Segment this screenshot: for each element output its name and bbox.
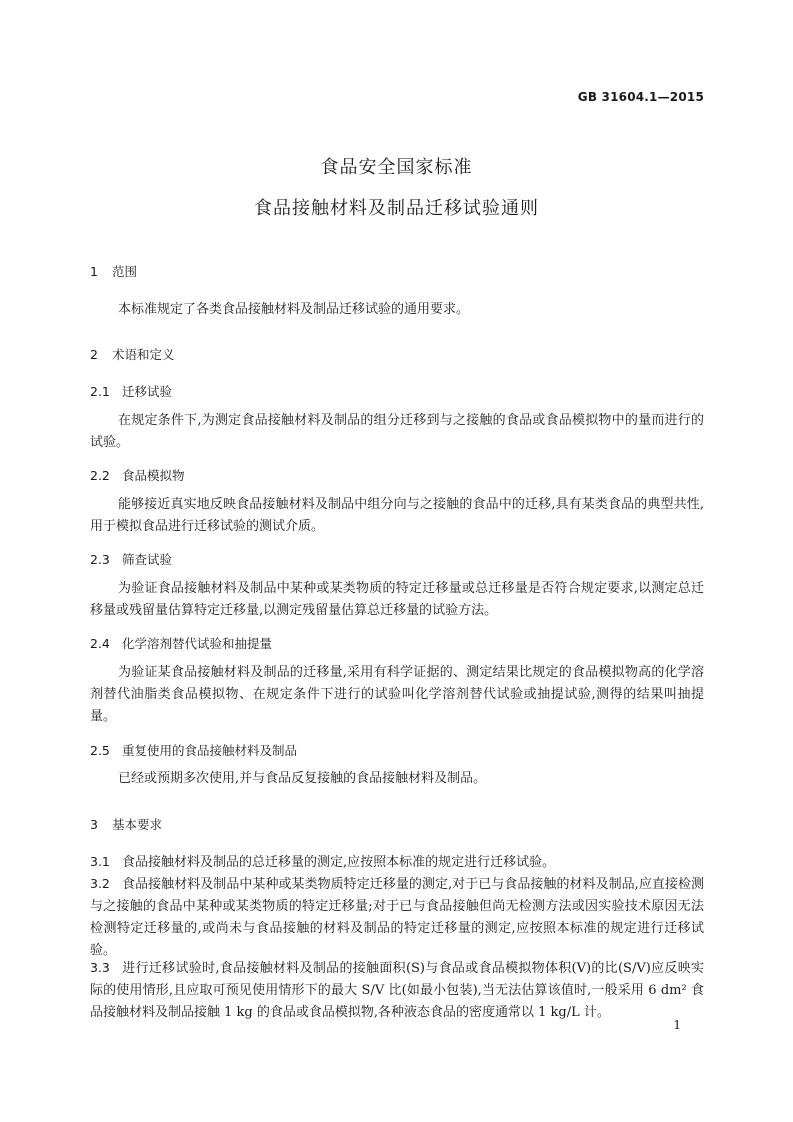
section-title: 基本要求 [112,817,163,832]
section-1-body: 本标准规定了各类食品接触材料及制品迁移试验的通用要求。 [118,302,470,317]
section-title: 范围 [112,264,138,279]
section-title: 筛查试验 [122,552,173,567]
clause-number: 3.1 [90,854,110,869]
clause-text: 食品接触材料及制品中某种或某类物质特定迁移量的测定,对于已与食品接触的材料及制品,应直接检测与之接触的食品中某种或某类物质的特定迁移量;对于已与食品接触但尚无检测方法或因实验技术原因无法检测特定迁移量的,或尚未与食品接触的材料及制品的特定迁移量的测定,应按照本标准的规定进行迁移试验。 [90,877,704,958]
clause-number: 3.2 [90,876,110,891]
section-number: 2.5 [90,743,110,758]
section-3-heading [90,815,162,833]
section-title: 化学溶剂替代试验和抽提量 [122,636,273,651]
document-title-line1: 食品安全国家标准 [320,157,473,178]
section-number: 2 [90,347,98,362]
clause-text: 食品接触材料及制品的总迁移量的测定,应按照本标准的规定进行迁移试验。 [122,855,556,870]
section-2-5-body: 已经或预期多次使用,并与食品反复接触的食品接触材料及制品。 [118,771,487,786]
clause-3-2 [90,873,704,962]
section-2-4-heading [90,634,272,652]
section-2-2-heading [90,466,185,484]
clause-number: 3.3 [90,960,110,975]
section-title: 迁移试验 [122,384,173,399]
section-2-3-heading [90,550,172,568]
section-title: 食品模拟物 [122,468,185,483]
section-2-5-heading [90,741,297,759]
section-2-heading [90,345,175,363]
section-2-4-body: 为验证某食品接触材料及制品的迁移量,采用有科学证据的、测定结果比规定的食品模拟物高的化学溶剂替代油脂类食品模拟物、在规定条件下进行的试验叫化学溶剂替代试验或抽提试验,测得的结果叫抽提量。 [90,665,704,724]
section-number: 2.3 [90,552,110,567]
section-1-heading [90,262,137,280]
section-number: 2.2 [90,468,110,483]
standard-code: GB 31604.1—2015 [577,90,704,104]
clause-text: 进行迁移试验时,食品接触材料及制品的接触面积(S)与食品或食品模拟物体积(V)的比(S/V)应反映实际的使用情形,且应取可预见使用情形下的最大 S/V 比(如最小包装),当无法估算该值时,一般采用 6 dm² 食品接触材料及制品接触 1 kg 的食品或食品模拟物,各种液态食品的密度通常以 1 kg/L 计。 [90,961,704,1020]
clause-3-3 [90,957,704,1024]
clause-3-1 [90,851,704,874]
section-2-1-body: 在规定条件下,为测定食品接触材料及制品的组分迁移到与之接触的食品或食品模拟物中的量而进行的试验。 [90,413,704,450]
section-title: 重复使用的食品接触材料及制品 [122,743,298,758]
section-title: 术语和定义 [112,347,175,362]
document-title-line2: 食品接触材料及制品迁移试验通则 [254,198,539,219]
section-number: 2.1 [90,384,110,399]
section-number: 3 [90,817,98,832]
section-2-1-heading [90,382,172,400]
page-number: 1 [673,1018,681,1032]
section-2-3-body: 为验证食品接触材料及制品中某种或某类物质的特定迁移量或总迁移量是否符合规定要求,以测定总迁移量或残留量估算特定迁移量,以测定残留量估算总迁移量的试验方法。 [90,581,704,618]
section-number: 2.4 [90,636,110,651]
section-number: 1 [90,264,98,279]
section-2-2-body: 能够接近真实地反映食品接触材料及制品中组分向与之接触的食品中的迁移,具有某类食品的典型共性,用于模拟食品进行迁移试验的测试介质。 [90,497,704,534]
